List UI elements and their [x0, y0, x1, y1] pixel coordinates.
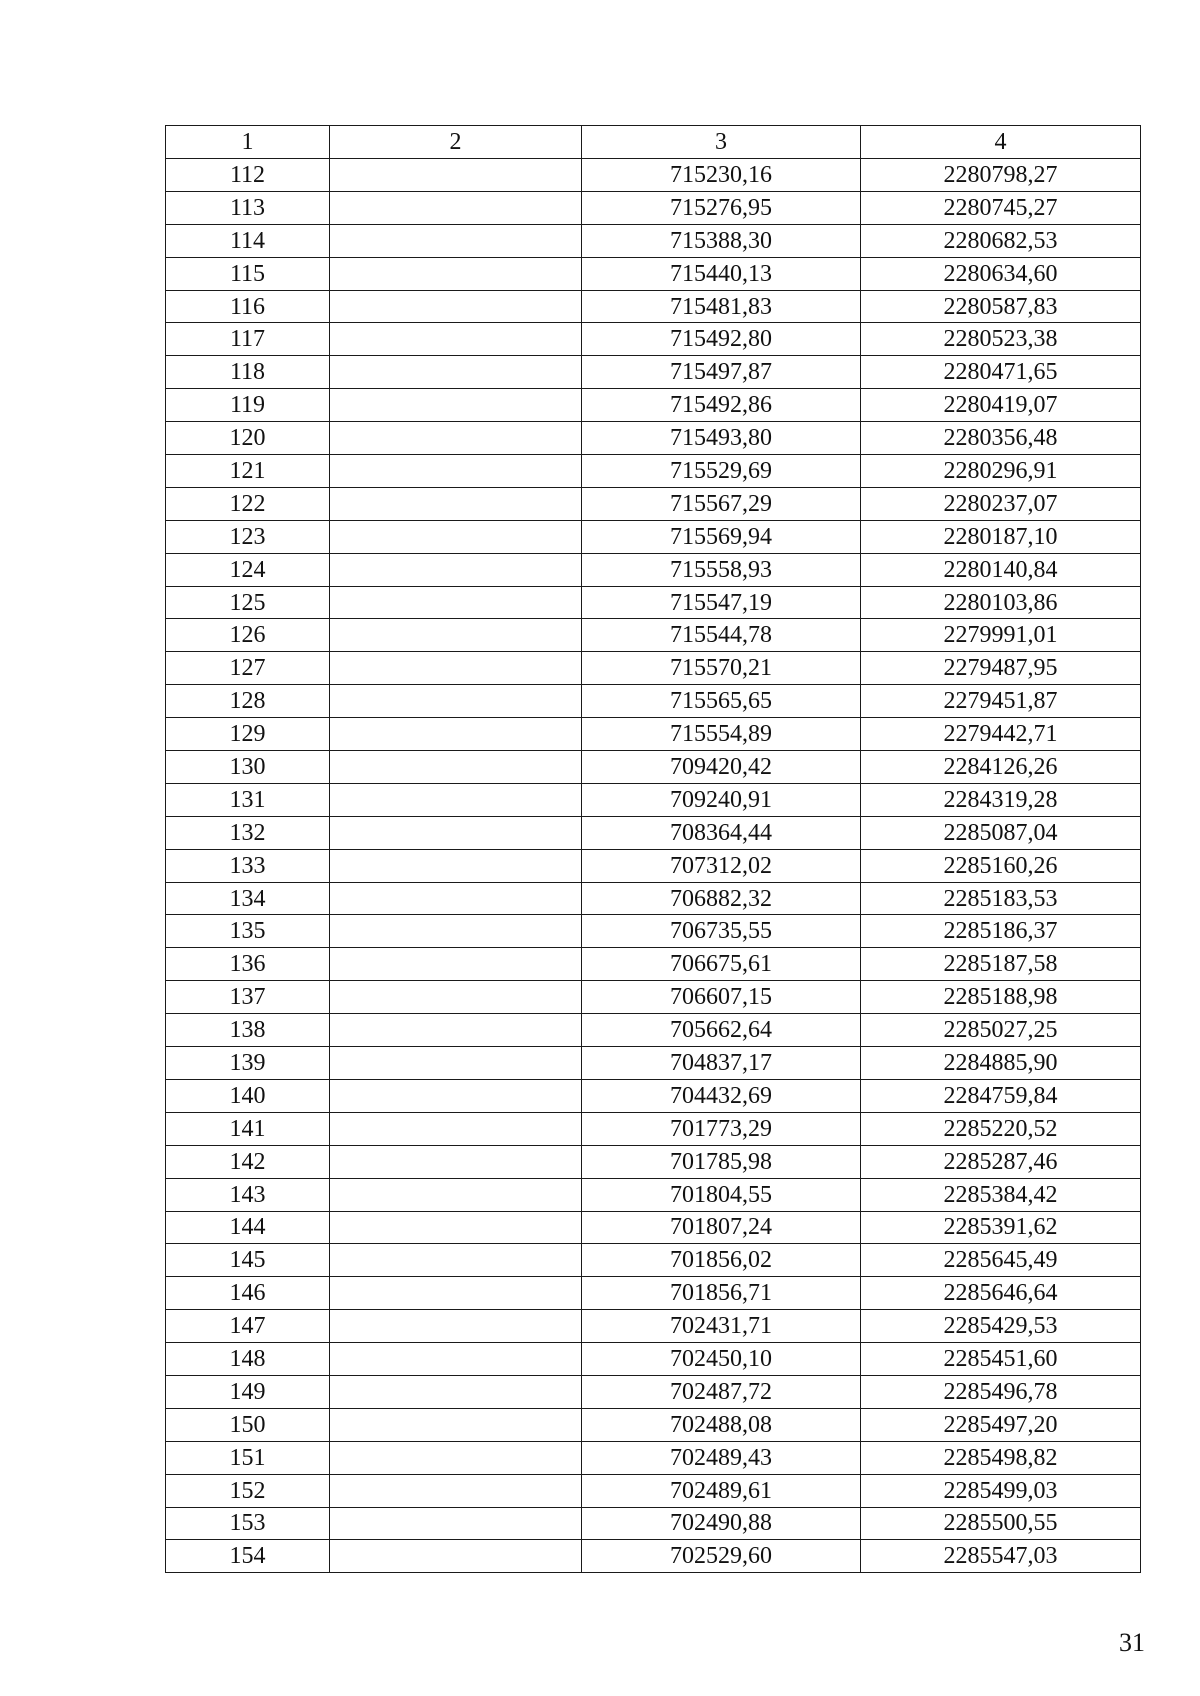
column-header-2: 2 — [330, 126, 582, 159]
table-row — [166, 356, 1141, 389]
point-number-cell: 135 — [166, 915, 330, 948]
y-coordinate-cell: 2280682,53 — [861, 224, 1141, 257]
table-row — [166, 849, 1141, 882]
y-coordinate-cell: 2284319,28 — [861, 783, 1141, 816]
point-number-cell: 150 — [166, 1408, 330, 1441]
point-number-cell: 148 — [166, 1343, 330, 1376]
x-coordinate-cell: 701773,29 — [582, 1112, 861, 1145]
point-number-cell: 116 — [166, 290, 330, 323]
description-cell — [330, 520, 582, 553]
description-cell — [330, 915, 582, 948]
x-coordinate-cell: 709420,42 — [582, 751, 861, 784]
table-row — [166, 1474, 1141, 1507]
y-coordinate-cell: 2285186,37 — [861, 915, 1141, 948]
description-cell — [330, 1310, 582, 1343]
table-row — [166, 1343, 1141, 1376]
y-coordinate-cell: 2279991,01 — [861, 619, 1141, 652]
description-cell — [330, 718, 582, 751]
description-cell — [330, 553, 582, 586]
x-coordinate-cell: 701807,24 — [582, 1211, 861, 1244]
description-cell — [330, 1277, 582, 1310]
description-cell — [330, 455, 582, 488]
table-row — [166, 1047, 1141, 1080]
y-coordinate-cell: 2280187,10 — [861, 520, 1141, 553]
description-cell — [330, 159, 582, 192]
table-body — [166, 159, 1141, 1573]
table-row — [166, 1112, 1141, 1145]
table-row — [166, 159, 1141, 192]
y-coordinate-cell: 2280745,27 — [861, 191, 1141, 224]
table-row — [166, 586, 1141, 619]
description-cell — [330, 586, 582, 619]
table-row — [166, 487, 1141, 520]
x-coordinate-cell: 704432,69 — [582, 1079, 861, 1112]
point-number-cell: 138 — [166, 1014, 330, 1047]
x-coordinate-cell: 702489,43 — [582, 1441, 861, 1474]
x-coordinate-cell: 708364,44 — [582, 816, 861, 849]
point-number-cell: 149 — [166, 1375, 330, 1408]
description-cell — [330, 422, 582, 455]
x-coordinate-cell: 715529,69 — [582, 455, 861, 488]
x-coordinate-cell: 715230,16 — [582, 159, 861, 192]
y-coordinate-cell: 2279451,87 — [861, 685, 1141, 718]
point-number-cell: 140 — [166, 1079, 330, 1112]
description-cell — [330, 783, 582, 816]
x-coordinate-cell: 709240,91 — [582, 783, 861, 816]
point-number-cell: 142 — [166, 1145, 330, 1178]
y-coordinate-cell: 2280237,07 — [861, 487, 1141, 520]
description-cell — [330, 1047, 582, 1080]
table-row — [166, 389, 1141, 422]
table-row — [166, 1211, 1141, 1244]
point-number-cell: 147 — [166, 1310, 330, 1343]
point-number-cell: 117 — [166, 323, 330, 356]
table-row — [166, 882, 1141, 915]
y-coordinate-cell: 2285160,26 — [861, 849, 1141, 882]
table-row — [166, 290, 1141, 323]
description-cell — [330, 981, 582, 1014]
y-coordinate-cell: 2279487,95 — [861, 652, 1141, 685]
description-cell — [330, 323, 582, 356]
table-row — [166, 948, 1141, 981]
point-number-cell: 112 — [166, 159, 330, 192]
description-cell — [330, 849, 582, 882]
x-coordinate-cell: 706607,15 — [582, 981, 861, 1014]
point-number-cell: 118 — [166, 356, 330, 389]
column-header-4: 4 — [861, 126, 1141, 159]
description-cell — [330, 685, 582, 718]
point-number-cell: 120 — [166, 422, 330, 455]
page-number: 31 — [1119, 1628, 1145, 1657]
description-cell — [330, 487, 582, 520]
point-number-cell: 141 — [166, 1112, 330, 1145]
table-row — [166, 1178, 1141, 1211]
table-row — [166, 783, 1141, 816]
y-coordinate-cell: 2285384,42 — [861, 1178, 1141, 1211]
table-row — [166, 1375, 1141, 1408]
x-coordinate-cell: 706675,61 — [582, 948, 861, 981]
table-row — [166, 323, 1141, 356]
x-coordinate-cell: 707312,02 — [582, 849, 861, 882]
y-coordinate-cell: 2285646,64 — [861, 1277, 1141, 1310]
x-coordinate-cell: 715565,65 — [582, 685, 861, 718]
y-coordinate-cell: 2280634,60 — [861, 257, 1141, 290]
point-number-cell: 154 — [166, 1540, 330, 1573]
table-row — [166, 751, 1141, 784]
table-row — [166, 1310, 1141, 1343]
x-coordinate-cell: 715569,94 — [582, 520, 861, 553]
table-row — [166, 718, 1141, 751]
description-cell — [330, 290, 582, 323]
y-coordinate-cell: 2280587,83 — [861, 290, 1141, 323]
coordinates-table — [165, 125, 1141, 1573]
description-cell — [330, 389, 582, 422]
table-row — [166, 981, 1141, 1014]
x-coordinate-cell: 702489,61 — [582, 1474, 861, 1507]
table-row — [166, 257, 1141, 290]
table-row — [166, 1244, 1141, 1277]
y-coordinate-cell: 2285499,03 — [861, 1474, 1141, 1507]
description-cell — [330, 1112, 582, 1145]
table-row — [166, 816, 1141, 849]
x-coordinate-cell: 702431,71 — [582, 1310, 861, 1343]
x-coordinate-cell: 715497,87 — [582, 356, 861, 389]
x-coordinate-cell: 702490,88 — [582, 1507, 861, 1540]
x-coordinate-cell: 715276,95 — [582, 191, 861, 224]
column-header-3: 3 — [582, 126, 861, 159]
y-coordinate-cell: 2285188,98 — [861, 981, 1141, 1014]
y-coordinate-cell: 2285391,62 — [861, 1211, 1141, 1244]
y-coordinate-cell: 2285187,58 — [861, 948, 1141, 981]
y-coordinate-cell: 2285183,53 — [861, 882, 1141, 915]
y-coordinate-cell: 2285451,60 — [861, 1343, 1141, 1376]
table-row — [166, 1441, 1141, 1474]
description-cell — [330, 1408, 582, 1441]
point-number-cell: 137 — [166, 981, 330, 1014]
point-number-cell: 115 — [166, 257, 330, 290]
point-number-cell: 126 — [166, 619, 330, 652]
point-number-cell: 151 — [166, 1441, 330, 1474]
point-number-cell: 134 — [166, 882, 330, 915]
x-coordinate-cell: 706735,55 — [582, 915, 861, 948]
point-number-cell: 127 — [166, 652, 330, 685]
column-header-1: 1 — [166, 126, 330, 159]
description-cell — [330, 1441, 582, 1474]
point-number-cell: 125 — [166, 586, 330, 619]
x-coordinate-cell: 702487,72 — [582, 1375, 861, 1408]
table-row — [166, 1277, 1141, 1310]
table-row — [166, 224, 1141, 257]
point-number-cell: 131 — [166, 783, 330, 816]
point-number-cell: 122 — [166, 487, 330, 520]
y-coordinate-cell: 2284759,84 — [861, 1079, 1141, 1112]
description-cell — [330, 1211, 582, 1244]
table-row — [166, 1079, 1141, 1112]
point-number-cell: 121 — [166, 455, 330, 488]
point-number-cell: 128 — [166, 685, 330, 718]
x-coordinate-cell: 715570,21 — [582, 652, 861, 685]
description-cell — [330, 1178, 582, 1211]
description-cell — [330, 1244, 582, 1277]
y-coordinate-cell: 2280103,86 — [861, 586, 1141, 619]
x-coordinate-cell: 704837,17 — [582, 1047, 861, 1080]
table-row — [166, 685, 1141, 718]
description-cell — [330, 751, 582, 784]
y-coordinate-cell: 2280471,65 — [861, 356, 1141, 389]
table-row — [166, 191, 1141, 224]
x-coordinate-cell: 715567,29 — [582, 487, 861, 520]
point-number-cell: 130 — [166, 751, 330, 784]
y-coordinate-cell: 2285496,78 — [861, 1375, 1141, 1408]
x-coordinate-cell: 715544,78 — [582, 619, 861, 652]
description-cell — [330, 882, 582, 915]
table-row — [166, 1145, 1141, 1178]
description-cell — [330, 224, 582, 257]
x-coordinate-cell: 701856,71 — [582, 1277, 861, 1310]
table-row — [166, 1014, 1141, 1047]
y-coordinate-cell: 2285087,04 — [861, 816, 1141, 849]
y-coordinate-cell: 2285497,20 — [861, 1408, 1141, 1441]
x-coordinate-cell: 701804,55 — [582, 1178, 861, 1211]
x-coordinate-cell: 715492,86 — [582, 389, 861, 422]
table-row — [166, 520, 1141, 553]
point-number-cell: 136 — [166, 948, 330, 981]
x-coordinate-cell: 702450,10 — [582, 1343, 861, 1376]
x-coordinate-cell: 705662,64 — [582, 1014, 861, 1047]
y-coordinate-cell: 2280523,38 — [861, 323, 1141, 356]
table-row — [166, 619, 1141, 652]
y-coordinate-cell: 2285429,53 — [861, 1310, 1141, 1343]
description-cell — [330, 356, 582, 389]
description-cell — [330, 1079, 582, 1112]
point-number-cell: 139 — [166, 1047, 330, 1080]
description-cell — [330, 619, 582, 652]
y-coordinate-cell: 2285027,25 — [861, 1014, 1141, 1047]
point-number-cell: 153 — [166, 1507, 330, 1540]
description-cell — [330, 1145, 582, 1178]
point-number-cell: 123 — [166, 520, 330, 553]
y-coordinate-cell: 2284885,90 — [861, 1047, 1141, 1080]
y-coordinate-cell: 2285498,82 — [861, 1441, 1141, 1474]
table-row — [166, 553, 1141, 586]
point-number-cell: 133 — [166, 849, 330, 882]
x-coordinate-cell: 715492,80 — [582, 323, 861, 356]
table-header-row — [166, 126, 1141, 159]
x-coordinate-cell: 715493,80 — [582, 422, 861, 455]
point-number-cell: 146 — [166, 1277, 330, 1310]
point-number-cell: 113 — [166, 191, 330, 224]
y-coordinate-cell: 2285220,52 — [861, 1112, 1141, 1145]
y-coordinate-cell: 2280419,07 — [861, 389, 1141, 422]
description-cell — [330, 257, 582, 290]
table-row — [166, 1507, 1141, 1540]
x-coordinate-cell: 715388,30 — [582, 224, 861, 257]
y-coordinate-cell: 2280356,48 — [861, 422, 1141, 455]
description-cell — [330, 1375, 582, 1408]
point-number-cell: 145 — [166, 1244, 330, 1277]
x-coordinate-cell: 715554,89 — [582, 718, 861, 751]
point-number-cell: 144 — [166, 1211, 330, 1244]
table-row — [166, 455, 1141, 488]
point-number-cell: 132 — [166, 816, 330, 849]
point-number-cell: 129 — [166, 718, 330, 751]
y-coordinate-cell: 2280296,91 — [861, 455, 1141, 488]
description-cell — [330, 1014, 582, 1047]
description-cell — [330, 652, 582, 685]
description-cell — [330, 1540, 582, 1573]
x-coordinate-cell: 701785,98 — [582, 1145, 861, 1178]
x-coordinate-cell: 701856,02 — [582, 1244, 861, 1277]
y-coordinate-cell: 2280140,84 — [861, 553, 1141, 586]
point-number-cell: 119 — [166, 389, 330, 422]
point-number-cell: 114 — [166, 224, 330, 257]
y-coordinate-cell: 2284126,26 — [861, 751, 1141, 784]
x-coordinate-cell: 715558,93 — [582, 553, 861, 586]
x-coordinate-cell: 702529,60 — [582, 1540, 861, 1573]
y-coordinate-cell: 2285547,03 — [861, 1540, 1141, 1573]
x-coordinate-cell: 715547,19 — [582, 586, 861, 619]
table-row — [166, 1540, 1141, 1573]
point-number-cell: 152 — [166, 1474, 330, 1507]
description-cell — [330, 1507, 582, 1540]
description-cell — [330, 816, 582, 849]
description-cell — [330, 948, 582, 981]
description-cell — [330, 1343, 582, 1376]
table-row — [166, 1408, 1141, 1441]
x-coordinate-cell: 715440,13 — [582, 257, 861, 290]
description-cell — [330, 191, 582, 224]
x-coordinate-cell: 715481,83 — [582, 290, 861, 323]
point-number-cell: 124 — [166, 553, 330, 586]
y-coordinate-cell: 2285287,46 — [861, 1145, 1141, 1178]
table-row — [166, 915, 1141, 948]
y-coordinate-cell: 2279442,71 — [861, 718, 1141, 751]
y-coordinate-cell: 2280798,27 — [861, 159, 1141, 192]
x-coordinate-cell: 702488,08 — [582, 1408, 861, 1441]
y-coordinate-cell: 2285500,55 — [861, 1507, 1141, 1540]
x-coordinate-cell: 706882,32 — [582, 882, 861, 915]
y-coordinate-cell: 2285645,49 — [861, 1244, 1141, 1277]
point-number-cell: 143 — [166, 1178, 330, 1211]
table-row — [166, 652, 1141, 685]
description-cell — [330, 1474, 582, 1507]
table-row — [166, 422, 1141, 455]
